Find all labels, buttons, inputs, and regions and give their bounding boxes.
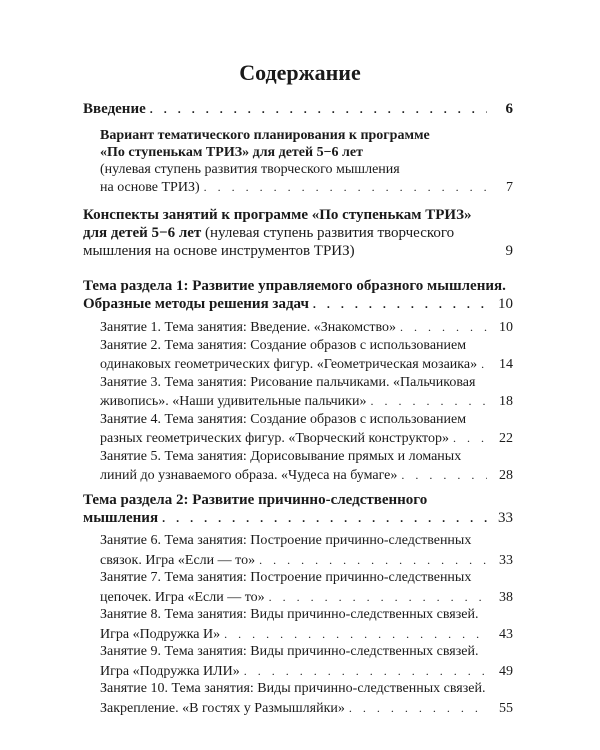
toc-entry-label: Введение <box>83 101 146 117</box>
lesson-label: связок. Игра «Если — то» <box>100 552 256 568</box>
lesson-line: Занятие 6. Тема занятия: Построение причинно-следственных <box>100 533 472 548</box>
section-heading-1[interactable] <box>83 294 513 314</box>
dot-leader <box>400 317 487 337</box>
toc-page-number: 55 <box>499 700 513 716</box>
section-heading-line: Тема раздела 2: Развитие причинно-следственного <box>83 492 428 508</box>
lesson-line: Занятие 5. Тема занятия: Дорисовывание прямых и ломаных <box>100 448 462 464</box>
dot-leader <box>259 550 487 570</box>
toc-entry-konspekty-line: Конспекты занятий к программе «По ступенькам ТРИЗ» <box>83 207 472 223</box>
toc-entry-intro[interactable] <box>83 99 513 119</box>
toc-entry-label: Образные методы решения задач <box>83 296 309 312</box>
dot-leader <box>204 177 487 197</box>
toc-page-number: 18 <box>499 394 513 409</box>
lesson-label: Игра «Подружка И» <box>100 626 221 642</box>
toc-page-number: 14 <box>499 357 513 372</box>
lesson-label: Закрепление. «В гостях у Размышляйки» <box>100 700 345 716</box>
toc-page-number: 33 <box>499 552 513 568</box>
lesson-label: Игра «Подружка ИЛИ» <box>100 663 240 679</box>
dot-leader <box>401 465 487 485</box>
lesson-line: Занятие 4. Тема занятия: Создание образов с использованием <box>100 411 467 427</box>
toc-entry-variant[interactable] <box>100 177 513 198</box>
dot-leader <box>269 587 487 607</box>
dot-leader <box>313 294 487 314</box>
dot-leader <box>150 99 487 119</box>
toc-page-number: 10 <box>498 296 513 312</box>
toc-entry-konspekty-rest: (нулевая ступень развития творческого <box>201 225 455 241</box>
toc-entry-label: мышления <box>83 510 159 526</box>
toc-page-number: 43 <box>499 626 513 642</box>
page-title: Содержание <box>239 60 361 85</box>
toc-entry-variant-line: (нулевая ступень развития творческого мышления <box>100 162 400 177</box>
lesson-line: Занятие 7. Тема занятия: Построение причинно-следственных <box>100 570 472 585</box>
lesson-line: Занятие 10. Тема занятия: Виды причинно-следственных связей. <box>100 681 486 696</box>
lesson-line: Занятие 8. Тема занятия: Виды причинно-следственных связей. <box>100 607 479 622</box>
lesson-line: Занятие 9. Тема занятия: Виды причинно-следственных связей. <box>100 644 479 659</box>
dot-leader <box>224 624 487 644</box>
lesson-label: цепочек. Игра «Если — то» <box>100 589 265 605</box>
lesson-label: одинаковых геометрических фигур. «Геометрическая мозаика» <box>100 357 478 372</box>
dot-leader <box>349 698 487 718</box>
toc-page-number: 33 <box>498 510 513 526</box>
lesson-label: Занятие 1. Тема занятия: Введение. «Знакомство» <box>100 320 396 335</box>
dot-leader <box>370 391 487 411</box>
lesson-line: Занятие 3. Тема занятия: Рисование пальчиками. «Пальчиковая <box>100 374 476 390</box>
lesson-label: разных геометрических фигур. «Творческий конструктор» <box>100 431 449 446</box>
lesson-label: живопись». «Наши удивительные пальчики» <box>100 394 367 409</box>
toc-entry-konspekty-bold: для детей 5−6 лет <box>83 225 202 241</box>
lesson-entry[interactable] <box>100 465 513 486</box>
lesson-line: Занятие 2. Тема занятия: Создание образов с использованием <box>100 337 467 353</box>
toc-page-number: 7 <box>506 180 513 195</box>
dot-leader <box>453 428 487 448</box>
lesson-label: линий до узнаваемого образа. «Чудеса на бумаге» <box>100 468 398 483</box>
dot-leader <box>162 508 487 528</box>
toc-entry-variant-line: Вариант тематического планирования к программе <box>100 128 430 143</box>
section-heading-2[interactable] <box>83 508 513 528</box>
toc-entry-konspekty-line <box>83 223 454 243</box>
section-heading-line: Тема раздела 1: Развитие управляемого образного мышления. <box>83 278 506 294</box>
toc-page-number: 9 <box>505 243 513 259</box>
dot-leader <box>244 661 487 681</box>
toc-page-number: 6 <box>505 101 513 117</box>
toc-page-number: 10 <box>499 320 513 335</box>
toc-page-number: 49 <box>499 663 513 679</box>
toc-entry-konspekty[interactable] <box>83 241 513 261</box>
toc-page-number: 38 <box>499 589 513 605</box>
lesson-entry[interactable] <box>100 698 513 719</box>
toc-entry-label: на основе ТРИЗ) <box>100 180 200 195</box>
toc-entry-variant-line: «По ступенькам ТРИЗ» для детей 5−6 лет <box>100 145 363 160</box>
toc-entry-label: мышления на основе инструментов ТРИЗ) <box>83 243 355 259</box>
toc-page-number: 22 <box>499 431 513 446</box>
toc-page-number: 28 <box>499 468 513 483</box>
